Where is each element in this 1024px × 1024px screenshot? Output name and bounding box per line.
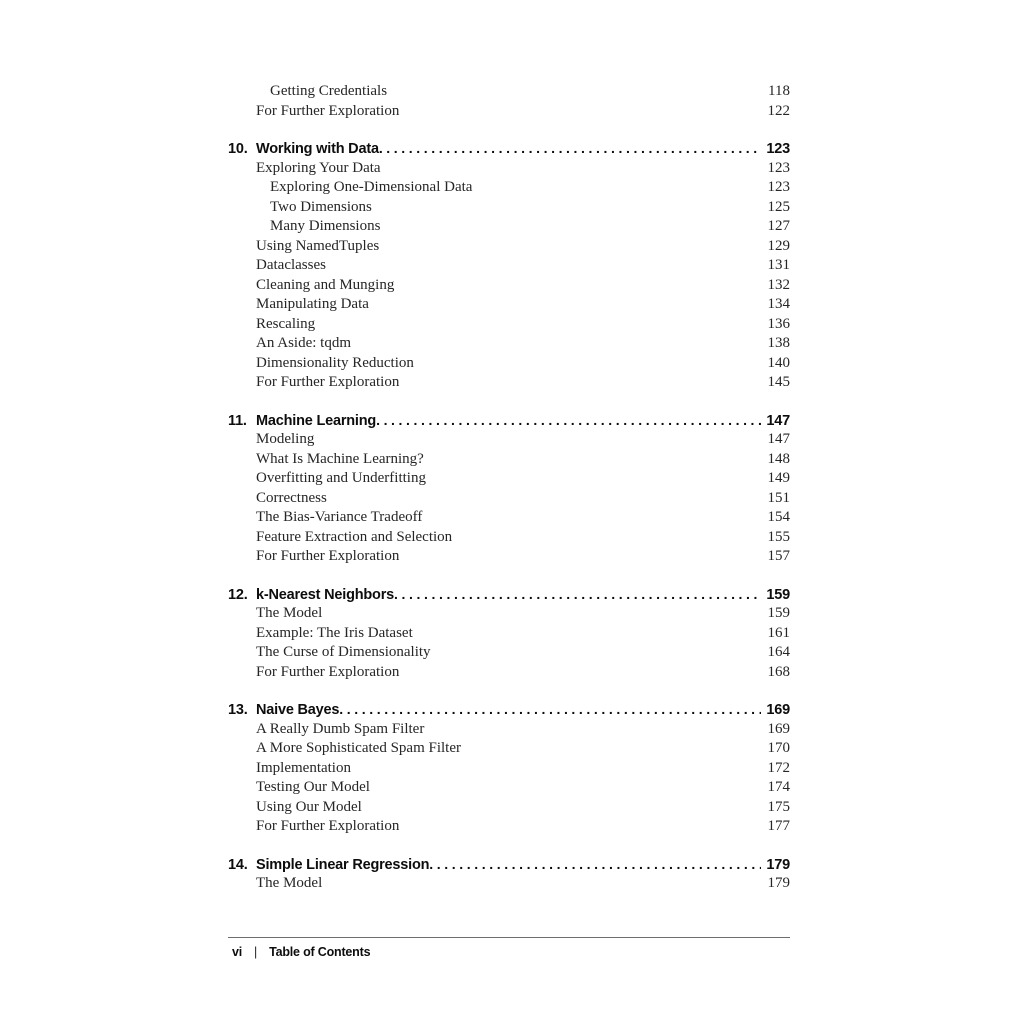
entry-title: The Model (256, 605, 323, 621)
entry-page-number: 168 (767, 663, 790, 680)
toc-entry-row (228, 528, 790, 548)
footer-page-number: vi (232, 945, 243, 959)
toc-chapter-row (228, 411, 790, 431)
page-footer (228, 937, 790, 959)
entry-title: The Bias-Variance Tradeoff (256, 509, 423, 525)
chapter-title: Naive Bayes (256, 702, 340, 718)
toc-entry-row (228, 489, 790, 509)
entry-title: Exploring Your Data (256, 159, 381, 176)
chapter-number: 13. (228, 702, 248, 718)
dot-leader (394, 585, 761, 605)
entry-page-number: 129 (767, 237, 790, 254)
chapter-page-number: 147 (766, 412, 790, 429)
entry-title: Rescaling (256, 315, 316, 332)
chapter-title: k-Nearest Neighbors (256, 586, 395, 603)
toc-list (228, 82, 790, 894)
entry-page-number: 169 (767, 720, 790, 737)
toc-entry-row (228, 295, 790, 315)
entry-title: A Really Dumb Spam Filter (256, 720, 425, 737)
entry-title: For Further Exploration (256, 374, 400, 390)
toc-entry-row (228, 604, 790, 624)
chapter-title: Working with Data (256, 141, 379, 157)
toc-entry-row (228, 217, 790, 237)
entry-title: Implementation (256, 759, 351, 776)
entry-title: Using NamedTuples (256, 237, 380, 254)
entry-title: Testing Our Model (256, 779, 370, 795)
toc-entry-row (228, 643, 790, 663)
footer-row (228, 945, 790, 959)
toc-entry-row (228, 720, 790, 740)
dot-leader (379, 139, 762, 159)
entry-title: The Curse of Dimensionality (256, 644, 431, 660)
entry-page-number: 134 (767, 296, 790, 312)
toc-entry-row (228, 547, 790, 567)
toc-entry-row (228, 778, 790, 798)
entry-page-number: 122 (767, 102, 790, 119)
entry-title: Overfitting and Underfitting (256, 470, 426, 486)
footer-separator: | (254, 945, 258, 959)
chapter-number: 10. (228, 141, 248, 157)
footer-rule (228, 937, 790, 938)
toc-chapter-row (228, 855, 790, 875)
entry-page-number: 123 (767, 179, 790, 195)
entry-page-number: 161 (767, 624, 790, 641)
entry-page-number: 145 (767, 374, 790, 390)
toc-entry-row (228, 315, 790, 335)
entry-title: Exploring One-Dimensional Data (270, 179, 473, 195)
toc-entry-row (228, 237, 790, 257)
toc-entry-row (228, 334, 790, 354)
entry-page-number: 179 (767, 875, 790, 891)
entry-page-number: 177 (767, 818, 790, 834)
chapter-title: Machine Learning (256, 412, 377, 429)
entry-title: Feature Extraction and Selection (256, 528, 453, 545)
toc-chapter-row (228, 139, 790, 159)
chapter-page-number: 123 (766, 141, 790, 157)
chapter-page-number: 159 (766, 586, 790, 603)
toc-entry-row (228, 450, 790, 470)
entry-page-number: 131 (767, 257, 790, 273)
entry-title: Two Dimensions (270, 198, 372, 215)
entry-page-number: 140 (767, 354, 790, 371)
toc-entry-row (228, 159, 790, 179)
toc-chapter-row (228, 585, 790, 605)
entry-title: The Model (256, 875, 323, 891)
toc-entry-row (228, 198, 790, 218)
entry-title: Dataclasses (256, 257, 326, 273)
entry-page-number: 175 (767, 798, 790, 815)
entry-page-number: 157 (767, 548, 790, 564)
toc-entry-row (228, 624, 790, 644)
entry-page-number: 127 (767, 218, 790, 234)
toc-entry-row (228, 817, 790, 837)
entry-title: Many Dimensions (270, 218, 381, 234)
toc-entry-row (228, 82, 790, 102)
entry-title: Manipulating Data (256, 296, 369, 312)
toc-entry-row (228, 663, 790, 683)
entry-title: Dimensionality Reduction (256, 354, 414, 371)
toc-entry-row (228, 354, 790, 374)
chapter-page-number: 169 (766, 702, 790, 718)
toc-chapter-row (228, 700, 790, 720)
entry-title: Getting Credentials (270, 83, 388, 99)
toc-entry-row (228, 256, 790, 276)
entry-title: For Further Exploration (256, 663, 400, 680)
toc-entry-row (228, 508, 790, 528)
chapter-number: 11. (228, 412, 247, 429)
toc-entry-row (228, 373, 790, 393)
entry-title: A More Sophisticated Spam Filter (256, 740, 461, 756)
chapter-title: Simple Linear Regression (256, 856, 430, 873)
entry-title: An Aside: tqdm (256, 335, 352, 351)
dot-leader (376, 411, 761, 431)
entry-page-number: 136 (767, 315, 790, 332)
entry-page-number: 118 (768, 83, 790, 99)
entry-title: What Is Machine Learning? (256, 450, 424, 467)
toc-entry-row (228, 430, 790, 450)
toc-entry-row (228, 739, 790, 759)
entry-title: For Further Exploration (256, 818, 400, 834)
chapter-number: 14. (228, 856, 248, 873)
toc-entry-row (228, 759, 790, 779)
entry-page-number: 154 (767, 509, 790, 525)
entry-page-number: 155 (767, 528, 790, 545)
entry-page-number: 174 (767, 779, 790, 795)
entry-title: Using Our Model (256, 798, 362, 815)
entry-page-number: 132 (767, 276, 790, 293)
toc-entry-row (228, 469, 790, 489)
entry-title: For Further Exploration (256, 548, 400, 564)
chapter-page-number: 179 (766, 856, 790, 873)
entry-title: For Further Exploration (256, 102, 400, 119)
dot-leader (429, 855, 761, 875)
entry-page-number: 149 (767, 470, 790, 486)
toc-entry-row (228, 874, 790, 894)
chapter-number: 12. (228, 586, 248, 603)
toc-entry-row (228, 178, 790, 198)
entry-title: Correctness (256, 489, 327, 506)
entry-page-number: 164 (767, 644, 790, 660)
dot-leader (339, 700, 761, 720)
footer-section-title: Table of Contents (269, 945, 371, 959)
entry-page-number: 170 (767, 740, 790, 756)
entry-title: Example: The Iris Dataset (256, 624, 413, 641)
entry-page-number: 147 (767, 431, 790, 447)
entry-page-number: 138 (767, 335, 790, 351)
entry-title: Modeling (256, 431, 315, 447)
entry-title: Cleaning and Munging (256, 276, 395, 293)
entry-page-number: 172 (767, 759, 790, 776)
entry-page-number: 148 (767, 450, 790, 467)
entry-page-number: 123 (767, 159, 790, 176)
toc-entry-row (228, 798, 790, 818)
entry-page-number: 151 (767, 489, 790, 506)
entry-page-number: 159 (767, 605, 790, 621)
toc-entry-row (228, 276, 790, 296)
toc-entry-row (228, 102, 790, 122)
entry-page-number: 125 (767, 198, 790, 215)
